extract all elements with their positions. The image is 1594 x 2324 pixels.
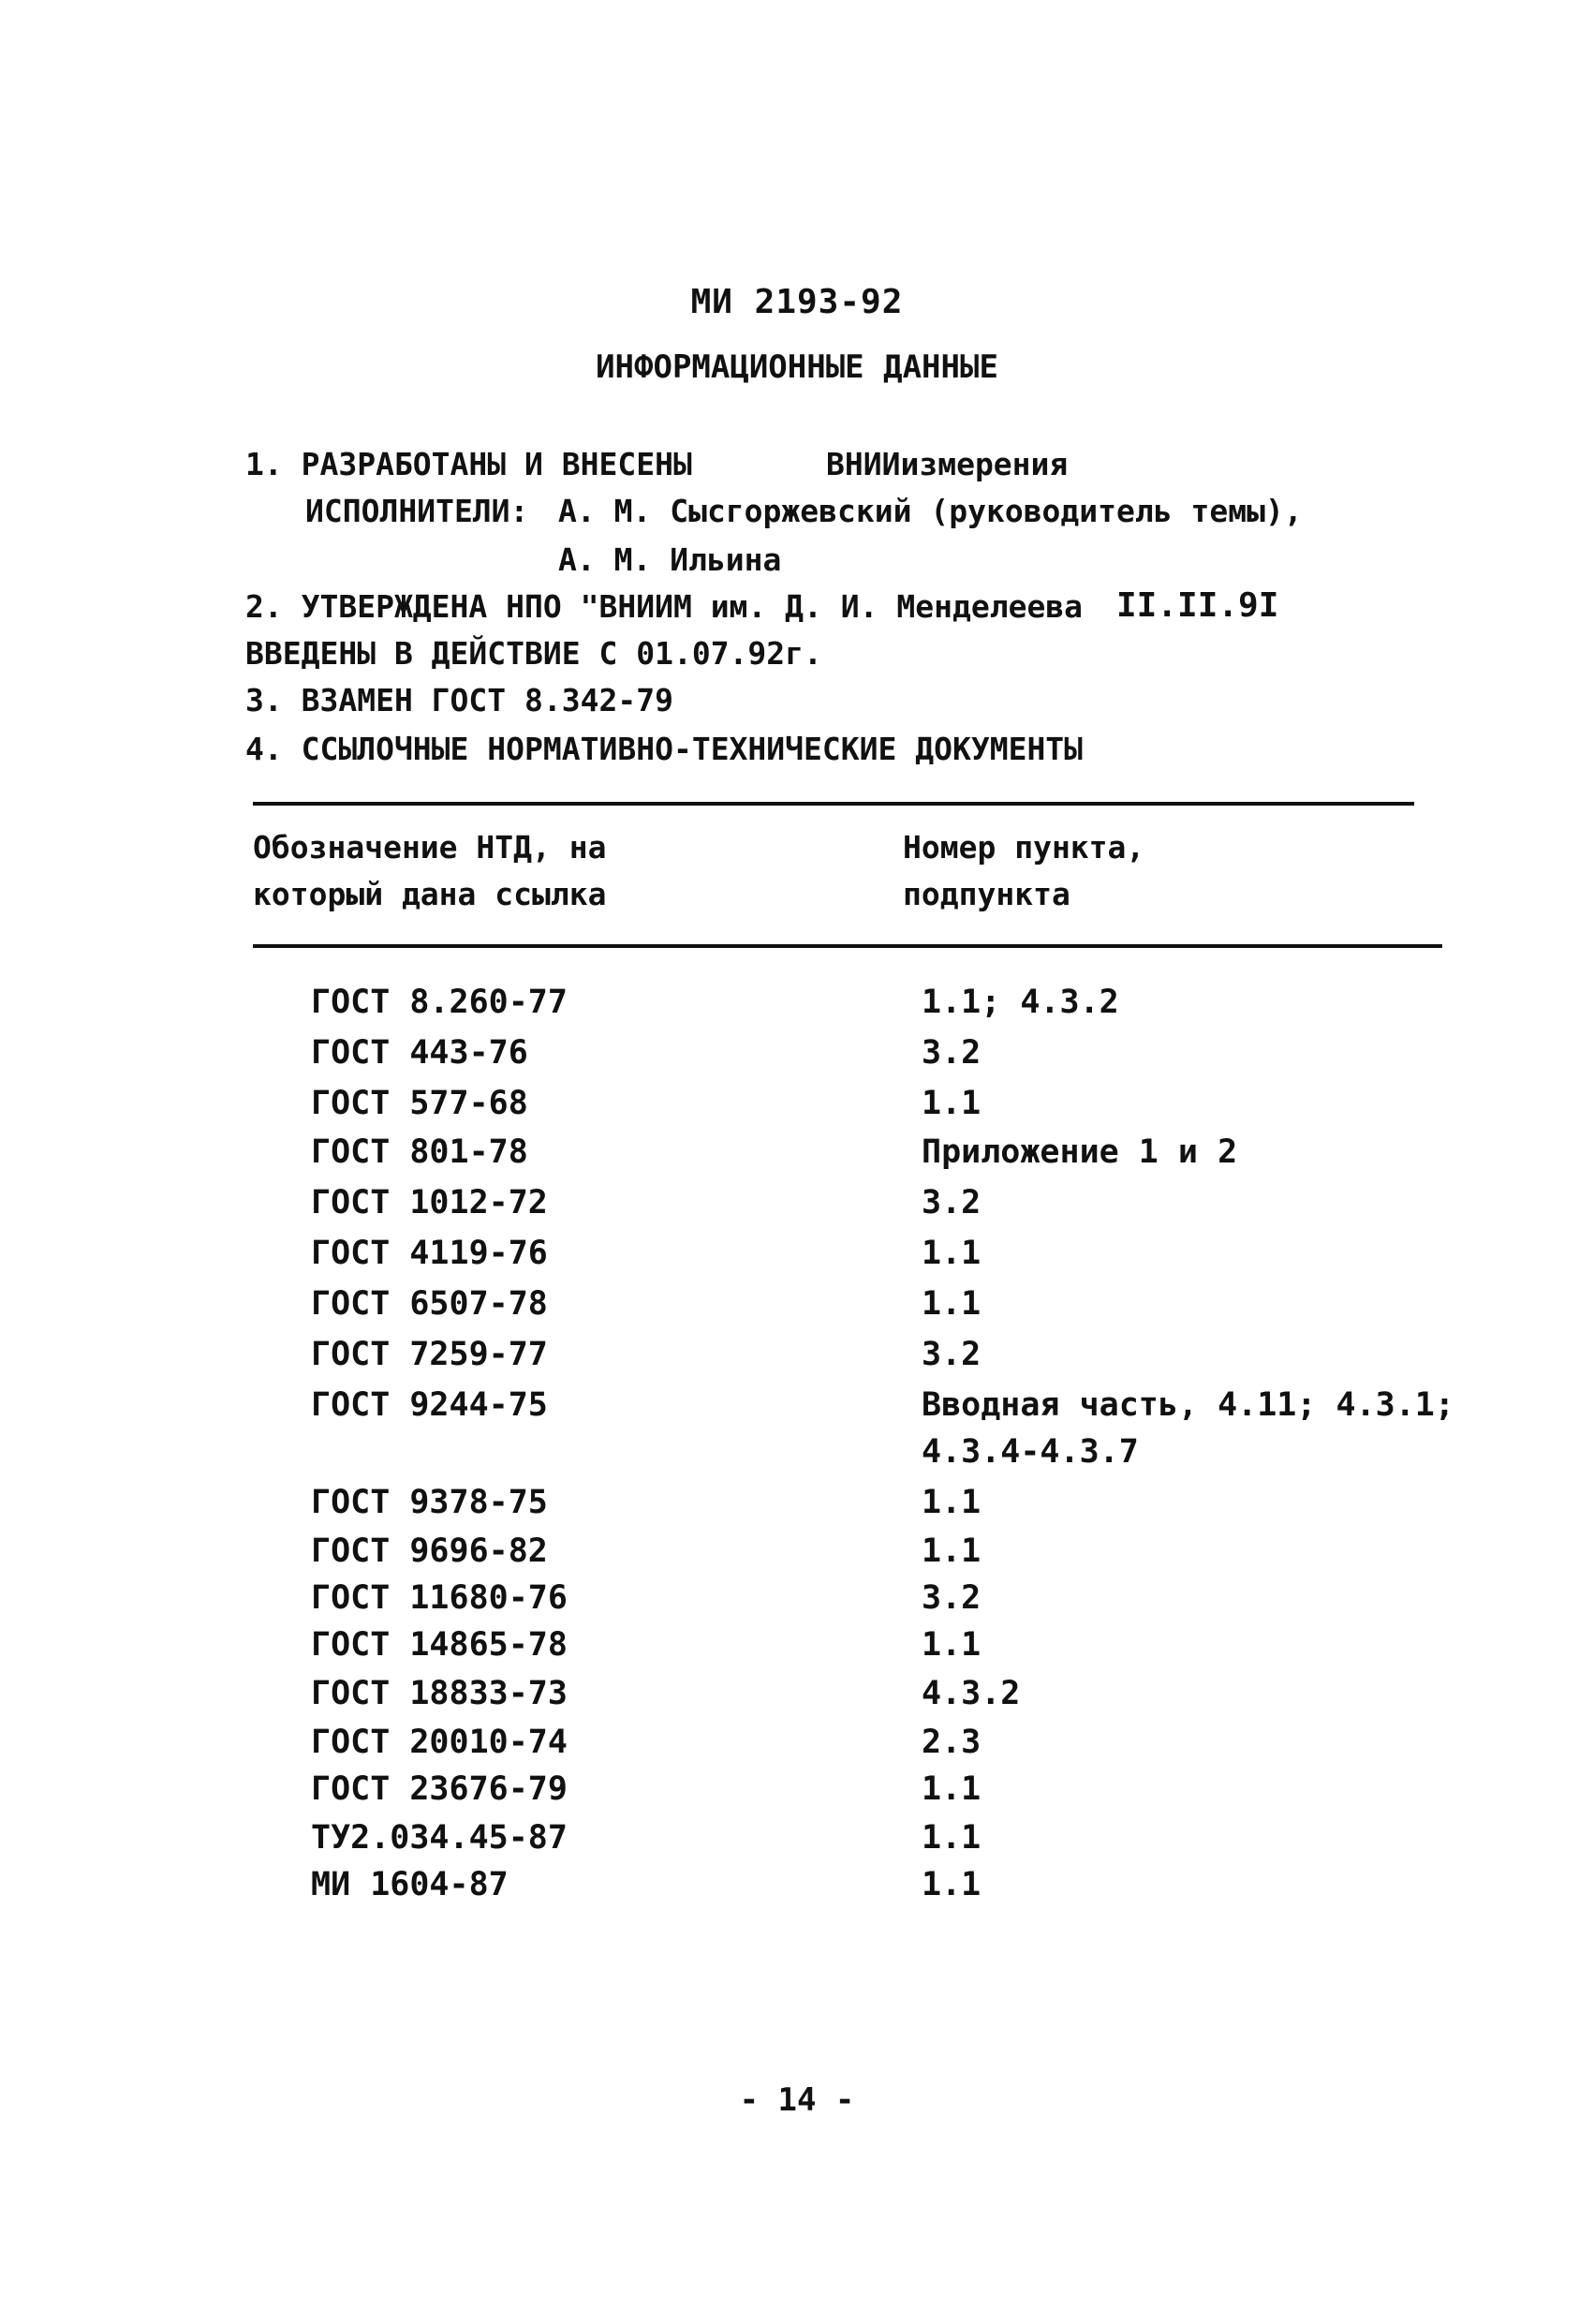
- table-row-document: ГОСТ 6507-78: [311, 1285, 548, 1323]
- table-row-clause: 2.3: [922, 1724, 981, 1761]
- table-row-clause: 1.1; 4.3.2: [922, 984, 1119, 1021]
- table-row-document: ГОСТ 9378-75: [311, 1484, 548, 1521]
- table-row-document: ГОСТ 4119-76: [311, 1235, 548, 1272]
- table-row-document: ГОСТ 9244-75: [311, 1386, 548, 1424]
- table-row-clause: 1.1: [922, 1626, 981, 1664]
- item2-label: 2. УТВЕРЖДЕНА НПО "ВНИИМ им. Д. И. Менделеева: [245, 588, 1084, 625]
- table-row-clause: Приложение 1 и 2: [922, 1133, 1238, 1171]
- table-header-rule: [253, 944, 1442, 948]
- item4-references: 4. ССЫЛОЧНЫЕ НОРМАТИВНО-ТЕХНИЧЕСКИЕ ДОКУМЕНТЫ: [245, 731, 1084, 767]
- table-row-document: ТУ2.034.45-87: [311, 1819, 568, 1857]
- column-header-clause-line2: подпункта: [903, 876, 1070, 912]
- executors-label: ИСПОЛНИТЕЛИ:: [305, 493, 529, 529]
- document-heading: ИНФОРМАЦИОННЫЕ ДАННЫЕ: [596, 348, 998, 386]
- table-row-document: ГОСТ 20010-74: [311, 1724, 568, 1761]
- item1-label: 1. РАЗРАБОТАНЫ И ВНЕСЕНЫ: [245, 446, 692, 482]
- table-row-document: ГОСТ 801-78: [311, 1133, 528, 1171]
- page-number: - 14 -: [739, 2081, 855, 2119]
- table-row-document: МИ 1604-87: [311, 1866, 509, 1903]
- table-row-document: ГОСТ 577-68: [311, 1085, 528, 1122]
- table-row-clause: Вводная часть, 4.11; 4.3.1;: [922, 1386, 1454, 1424]
- introduced-date: ВВЕДЕНЫ В ДЕЙСТВИЕ С 01.07.92г.: [245, 635, 822, 672]
- table-row-clause: 1.1: [922, 1484, 981, 1521]
- table-top-rule: [253, 802, 1414, 806]
- table-row-clause: 1.1: [922, 1235, 981, 1272]
- table-row-document: ГОСТ 14865-78: [311, 1626, 568, 1664]
- table-row-clause: 1.1: [922, 1532, 981, 1570]
- table-row-clause: 3.2: [922, 1336, 981, 1373]
- table-row-clause: 1.1: [922, 1285, 981, 1323]
- table-row-document: ГОСТ 11680-76: [311, 1579, 568, 1617]
- executor-1: А. М. Сысгоржевский (руководитель темы),: [558, 493, 1303, 529]
- column-header-document-line2: который дана ссылка: [253, 876, 607, 912]
- column-header-clause-line1: Номер пункта,: [903, 829, 1145, 866]
- table-row-document: ГОСТ 7259-77: [311, 1336, 548, 1373]
- item3-replaces: 3. ВЗАМЕН ГОСТ 8.342-79: [245, 682, 673, 718]
- item2-date: II.II.9I: [1116, 586, 1279, 625]
- table-row-document: ГОСТ 18833-73: [311, 1675, 568, 1712]
- table-row-document: ГОСТ 1012-72: [311, 1184, 548, 1221]
- table-row-document: ГОСТ 443-76: [311, 1034, 528, 1072]
- executor-2: А. М. Ильина: [558, 541, 782, 578]
- table-row-clause: 1.1: [922, 1866, 981, 1903]
- table-row-document: ГОСТ 9696-82: [311, 1532, 548, 1570]
- table-row-clause: 3.2: [922, 1184, 981, 1221]
- document-code: МИ 2193-92: [690, 283, 904, 321]
- table-row-clause: 1.1: [922, 1085, 981, 1122]
- column-header-document-line1: Обозначение НТД, на: [253, 829, 607, 866]
- table-row-clause: 4.3.4-4.3.7: [922, 1433, 1139, 1471]
- table-row-clause: 1.1: [922, 1819, 981, 1857]
- table-row-document: ГОСТ 8.260-77: [311, 984, 568, 1021]
- item1-organization: ВНИИизмерения: [826, 446, 1069, 482]
- table-row-clause: 3.2: [922, 1034, 981, 1072]
- column-header-document: [253, 824, 607, 918]
- table-row-clause: 1.1: [922, 1770, 981, 1808]
- table-row-document: ГОСТ 23676-79: [311, 1770, 568, 1808]
- table-row-clause: 4.3.2: [922, 1675, 1021, 1712]
- table-row-clause: 3.2: [922, 1579, 981, 1617]
- column-header-clause: [903, 824, 1144, 918]
